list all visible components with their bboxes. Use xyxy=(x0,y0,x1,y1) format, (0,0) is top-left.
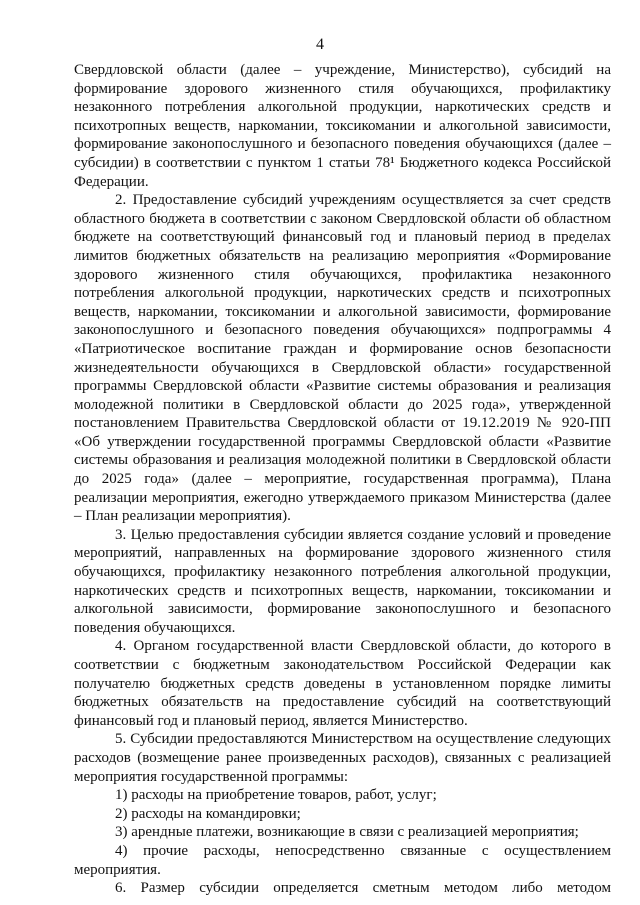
paragraph-4: 4. Органом государственной власти Свердловской области, до которого в соответствии с бюджетным законодательством Российской Федерации как получателю бюджетных средств доведены в установленном порядке лимиты бюджетных обязательств на предоставление субсидий на соответствующий финансовый год и плановый период, является Министерство. xyxy=(74,638,611,729)
page-number: 4 xyxy=(316,36,324,53)
list-item-1: 1) расходы на приобретение товаров, работ, услуг; xyxy=(115,787,437,804)
document-body xyxy=(74,61,611,898)
paragraph-2: 2. Предоставление субсидий учреждениям осуществляется за счет средств областного бюджета в соответствии с законом Свердловской области об областном бюджете на соответствующий финансовый год и плановый период в пределах лимитов бюджетных обязательств на реализацию мероприятия «Формирование здорового жизненного стиля обучающихся, профилактика незаконного потребления алкогольной продукции, наркотических средств и психотропных веществ, наркомании, токсикомании и алкогольной зависимости, формирование законопослушного и безопасного поведения обучающихся» подпрограммы 4 «Патриотическое воспитание граждан и формирование основ безопасности жизнедеятельности обучающихся в Свердловской области» государственной программы Свердловской области «Развитие системы образования и реализация молодежной политики в Свердловской области до 2025 года», утвержденной постановлением Правительства Свердловской области от 19.12.2019 № 920-ПП «Об утверждении государственной программы Свердловской области «Развитие системы образования и реализация молодежной политики в Свердловской области до 2025 года» (далее – мероприятие, государственная программа), Плана реализации мероприятия, ежегодно утверждаемого приказом Министерства (далее – План реализации мероприятия). xyxy=(74,192,611,525)
list-item-3: 3) арендные платежи, возникающие в связи с реализацией мероприятия; xyxy=(115,824,579,841)
paragraph-3: 3. Целью предоставления субсидии является создание условий и проведение мероприятий, направленных на формирование здорового жизненного стиля обучающихся, профилактику незаконного потребления алкогольной продукции, наркотических средств и психотропных веществ, наркомании, токсикомании и алкогольной зависимости, формирование законопослушного и безопасного поведения обучающихся. xyxy=(74,526,611,636)
list-item-4: 4) прочие расходы, непосредственно связанные с осуществлением мероприятия. xyxy=(74,842,611,878)
paragraph-6: 6. Размер субсидии определяется сметным методом либо методом xyxy=(115,880,611,897)
paragraph-5: 5. Субсидии предоставляются Министерством на осуществление следующих расходов (возмещение ранее произведенных расходов), связанных с реализацией мероприятия государственной программы: xyxy=(74,731,611,785)
list-item-2: 2) расходы на командировки; xyxy=(115,805,301,822)
paragraph-intro-continuation: Свердловской области (далее – учреждение, Министерство), субсидий на формирование здорового жизненного стиля обучающихся, профилактику незаконного потребления алкогольной продукции, наркотических средств и психотропных веществ, наркомании, токсикомании и алкогольной зависимости, формирование законопослушного и безопасного поведения обучающихся (далее – субсидии) в соответствии с пунктом 1 статьи 78¹ Бюджетного кодекса Российской Федерации. xyxy=(74,62,611,190)
